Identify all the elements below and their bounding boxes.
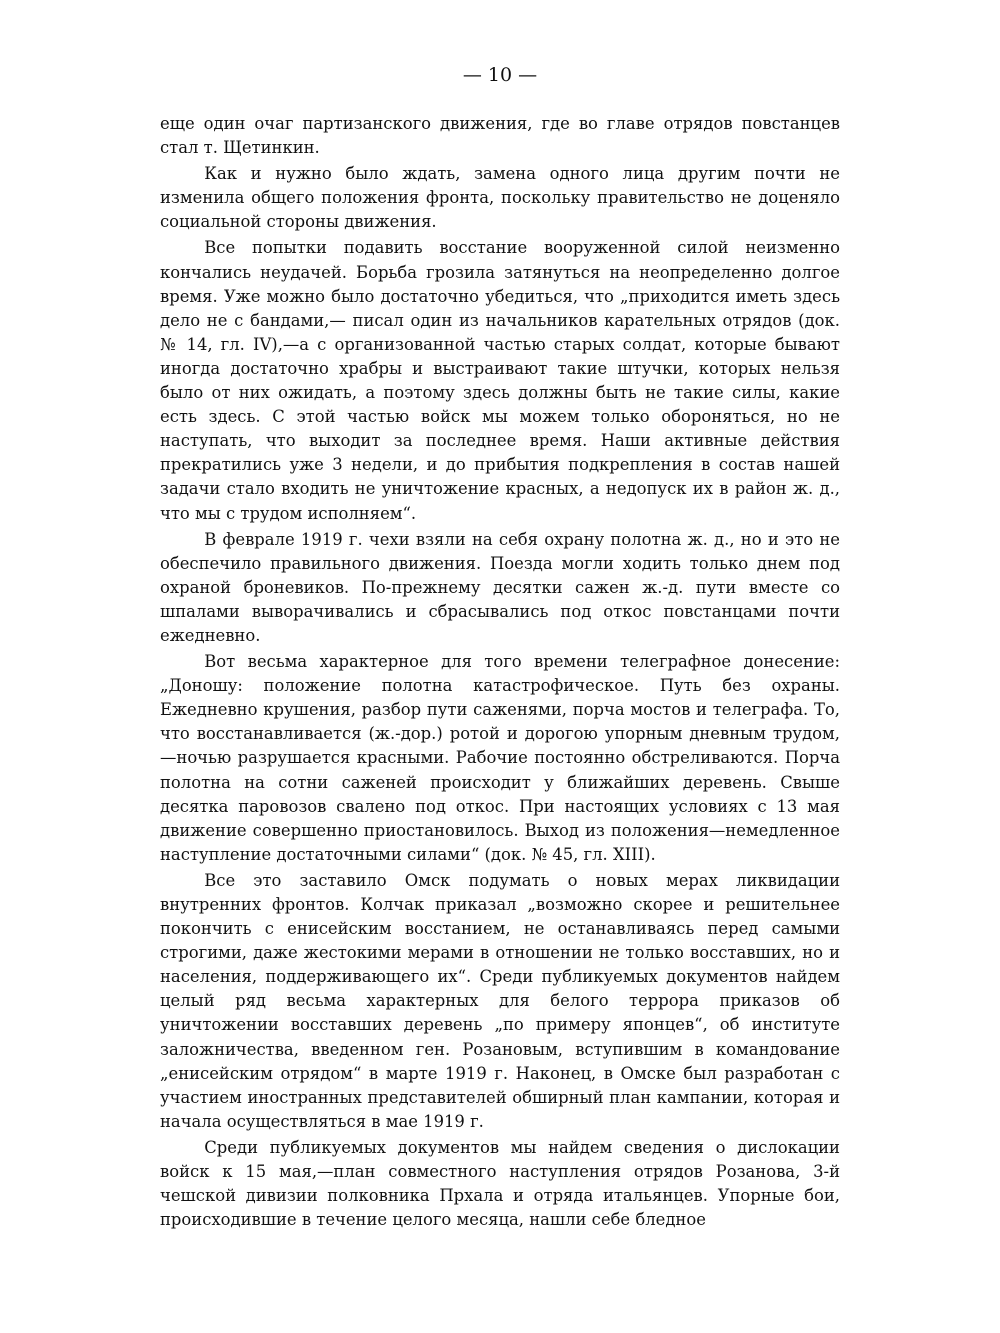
paragraph: Вот весьма характерное для того времени телеграфное донесение: „Доношу: положение полотна катастрофическое. Путь без охраны. Ежедневно крушения, разбор пути саженями, порча мостов и телеграфа. То, что восстанавливается (ж.-дор.) ротой и дорогою упорным дневным трудом,—ночью разрушается красными. Рабочие постоянно обстреливаются. Порча полотна на сотни саженей происходит у ближайших деревень. Свыше десятка паровозов свалено под откос. При настоящих условиях с 13 мая движение совершенно приостановилось. Выход из положения—немедленное наступление достаточными силами“ (док. № 45, гл. XIII). [160,652,840,864]
page-number: — 10 — [462,64,538,86]
paragraph: Среди публикуемых документов мы найдем сведения о дислокации войск к 15 мая,—план совместного наступления отрядов Розанова, 3-й чешской дивизии полковника Прхала и отряда итальянцев. Упорные бои, происходившие в течение целого месяца, нашли себе бледное [160,1137,840,1230]
body-text [160,112,840,1234]
paragraph: Все это заставило Омск подумать о новых мерах ликвидации внутренних фронтов. Колчак приказал „возможно скорее и решительнее покончить с енисейским восстанием, не останавливаясь перед самыми строгими, даже жестокими мерами в отношении не только восставших, но и населения, поддерживающего их“. Среди публикуемых документов найдем целый ряд весьма характерных для белого террора приказов об уничтожении восставших деревень „по примеру японцев“, об институте заложничества, введенном ген. Розановым, вступившим в командование „енисейским отрядом“ в марте 1919 г. Наконец, в Омске был разработан с участием иностранных представителей обширный план кампании, которая и начала осуществляться в мае 1919 г. [160,870,840,1131]
paragraph: Все попытки подавить восстание вооруженной силой неизменно кончались неудачей. Борьба грозила затянуться на неопределенно долгое время. Уже можно было достаточно убедиться, что „приходится иметь здесь дело не с бандами,— писал один из начальников карательных отрядов (док. № 14, гл. IV),—а с организованной частью старых солдат, которые бывают иногда достаточно храбры и выстраивают такие штучки, которых нельзя было от них ожидать, а поэтому здесь должны быть не такие силы, какие есть здесь. С этой частью войск мы можем только обороняться, но не наступать, что выходит за последнее время. Наши активные действия прекратились уже 3 недели, и до прибытия подкрепления в состав нашей задачи стало входить не уничтожение красных, а недопуск их в район ж. д., что мы с трудом исполняем“. [160,238,840,523]
paragraph: Как и нужно было ждать, замена одного лица другим почти не изменила общего положения фронта, поскольку правительство не доценяло социальной стороны движения. [160,164,840,232]
paragraph-continuation: еще один очаг партизанского движения, где во главе отрядов повстанцев стал т. Щетинкин. [160,114,840,158]
paragraph: В феврале 1919 г. чехи взяли на себя охрану полотна ж. д., но и это не обеспечило правильного движения. Поезда могли ходить только днем под охраной броневиков. По-прежнему десятки сажен ж.-д. пути вместе со шпалами выворачивались и сбрасывались под откос повстанцами почти ежедневно. [160,529,840,645]
